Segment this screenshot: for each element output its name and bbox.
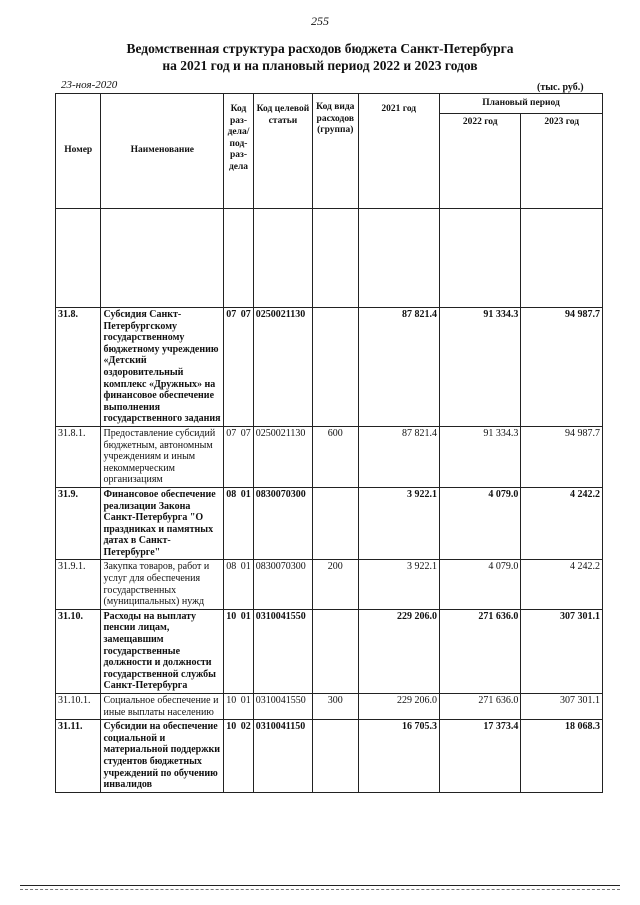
row-value-2023: 4 242.2 (521, 487, 603, 560)
row-target-code: 0310041150 (253, 720, 312, 793)
row-number: 31.9.1. (56, 560, 101, 609)
row-subsection-code: 07 (239, 308, 254, 427)
footer-rule-dashed (20, 889, 620, 890)
header-group: Код вида расходов (группа) (313, 94, 358, 209)
row-target-code: 0250021130 (253, 308, 312, 427)
row-group-code (313, 487, 358, 560)
row-value-2023: 18 068.3 (521, 720, 603, 793)
header-2023: 2023 год (521, 114, 603, 209)
row-section-code: 08 (224, 560, 239, 609)
units-label: (тыс. руб.) (537, 82, 584, 93)
row-group-code: 300 (313, 694, 358, 720)
table-row (56, 720, 603, 793)
row-name: Социальное обеспечение и иные выплаты населению (101, 694, 224, 720)
row-section-code: 10 (224, 694, 239, 720)
row-value-2022: 271 636.0 (439, 694, 520, 720)
header-section: Код раз- дела/ под- раз- дела (224, 94, 254, 209)
header-name: Наименование (101, 94, 224, 209)
row-number: 31.9. (56, 487, 101, 560)
table-row (56, 308, 603, 427)
row-section-code: 08 (224, 487, 239, 560)
header-2022: 2022 год (439, 114, 520, 209)
title-line-1: Ведомственная структура расходов бюджета Санкт-Петербурга (126, 41, 514, 56)
row-value-2022: 17 373.4 (439, 720, 520, 793)
row-section-code: 10 (224, 609, 239, 693)
row-value-2023: 94 987.7 (521, 426, 603, 487)
row-subsection-code: 07 (239, 426, 254, 487)
row-subsection-code: 01 (239, 560, 254, 609)
row-value-2022: 91 334.3 (439, 426, 520, 487)
row-group-code: 200 (313, 560, 358, 609)
row-value-2022: 4 079.0 (439, 487, 520, 560)
row-name: Субсидии на обеспечение социальной и материальной поддержки студентов бюджетных учреждений по обучению инвалидов (101, 720, 224, 793)
row-group-code (313, 720, 358, 793)
row-value-2022: 91 334.3 (439, 308, 520, 427)
row-section-code: 07 (224, 426, 239, 487)
row-number: 31.10. (56, 609, 101, 693)
row-value-2023: 94 987.7 (521, 308, 603, 427)
row-value-2023: 307 301.1 (521, 609, 603, 693)
footer-rule (20, 885, 620, 886)
row-value-2022: 271 636.0 (439, 609, 520, 693)
table-row (56, 609, 603, 693)
row-group-code: 600 (313, 426, 358, 487)
page-number: 255 (311, 14, 329, 28)
table-row (56, 560, 603, 609)
row-target-code: 0250021130 (253, 426, 312, 487)
row-value-2021: 87 821.4 (358, 426, 439, 487)
header-planned-period: Плановый период (439, 94, 602, 114)
row-name: Финансовое обеспечение реализации Закона Санкт-Петербурга "О праздниках и памятных датах в Санкт-Петербурге" (101, 487, 224, 560)
row-section-code: 10 (224, 720, 239, 793)
document-date: 23-ноя-2020 (61, 79, 118, 91)
row-value-2021: 3 922.1 (358, 560, 439, 609)
row-target-code: 0830070300 (253, 487, 312, 560)
row-name: Предоставление субсидий бюджетным, автономным учреждениям и иным некоммерческим организациям (101, 426, 224, 487)
row-subsection-code: 01 (239, 487, 254, 560)
row-value-2021: 229 206.0 (358, 609, 439, 693)
table-row (56, 694, 603, 720)
table-row (56, 426, 603, 487)
row-name: Закупка товаров, работ и услуг для обеспечения государственных (муниципальных) нужд (101, 560, 224, 609)
header-target: Код целевой статьи (253, 94, 312, 209)
table-spacer-row (56, 209, 603, 308)
row-value-2021: 87 821.4 (358, 308, 439, 427)
table-body (56, 209, 603, 793)
row-number: 31.8. (56, 308, 101, 427)
row-subsection-code: 01 (239, 609, 254, 693)
row-number: 31.11. (56, 720, 101, 793)
page-title (0, 40, 640, 74)
row-group-code (313, 308, 358, 427)
row-name: Субсидия Санкт-Петербургскому государственному бюджетному учреждению «Детский оздоровительный комплекс «Дружных» на финансовое обеспечение выполнения государственного задания (101, 308, 224, 427)
row-number: 31.10.1. (56, 694, 101, 720)
row-section-code: 07 (224, 308, 239, 427)
row-target-code: 0830070300 (253, 560, 312, 609)
row-number: 31.8.1. (56, 426, 101, 487)
row-value-2023: 307 301.1 (521, 694, 603, 720)
row-value-2021: 229 206.0 (358, 694, 439, 720)
header-number: Номер (56, 94, 101, 209)
row-target-code: 0310041550 (253, 694, 312, 720)
row-value-2023: 4 242.2 (521, 560, 603, 609)
row-target-code: 0310041550 (253, 609, 312, 693)
row-name: Расходы на выплату пенсии лицам, замещавшим государственные должности и должности государственной службы Санкт-Петербурга (101, 609, 224, 693)
title-line-2: на 2021 год и на плановый период 2022 и 2023 годов (162, 58, 478, 73)
budget-table (55, 93, 603, 793)
row-subsection-code: 01 (239, 694, 254, 720)
row-group-code (313, 609, 358, 693)
row-value-2022: 4 079.0 (439, 560, 520, 609)
table-row (56, 487, 603, 560)
row-subsection-code: 02 (239, 720, 254, 793)
header-2021: 2021 год (358, 94, 439, 209)
row-value-2021: 16 705.3 (358, 720, 439, 793)
row-value-2021: 3 922.1 (358, 487, 439, 560)
